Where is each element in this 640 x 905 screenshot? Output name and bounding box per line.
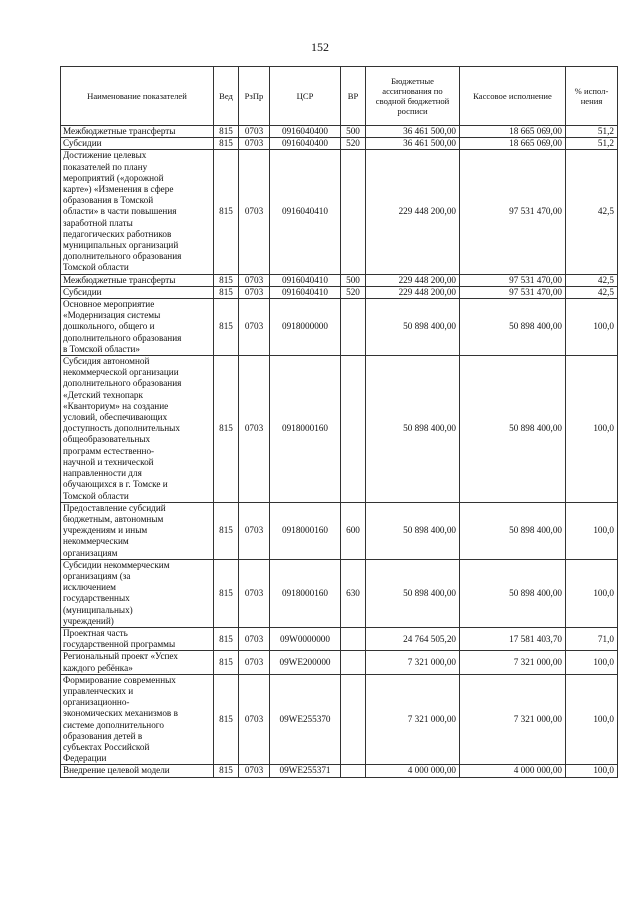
cell-csr: 0916040410 xyxy=(270,274,341,286)
cell-vr xyxy=(341,674,366,765)
cell-cash: 4 000 000,00 xyxy=(460,765,566,777)
cell-name: Субсидии xyxy=(61,286,214,298)
header-pct: % испол-нения xyxy=(566,67,618,126)
cell-name: Внедрение целевой модели xyxy=(61,765,214,777)
cell-budget: 36 461 500,00 xyxy=(366,138,460,150)
cell-cash: 17 581 403,70 xyxy=(460,627,566,650)
cell-pct: 42,5 xyxy=(566,274,618,286)
cell-rzpr: 0703 xyxy=(239,765,270,777)
cell-cash: 7 321 000,00 xyxy=(460,651,566,674)
cell-rzpr: 0703 xyxy=(239,286,270,298)
cell-budget: 50 898 400,00 xyxy=(366,299,460,356)
table-row xyxy=(61,150,618,274)
cell-pct: 100,0 xyxy=(566,765,618,777)
cell-vr: 500 xyxy=(341,274,366,286)
cell-ved: 815 xyxy=(214,765,239,777)
cell-ved: 815 xyxy=(214,502,239,559)
cell-pct: 100,0 xyxy=(566,559,618,627)
cell-name: Основное мероприятие «Модернизация системы дошкольного, общего и дополнительного образования в Томской области» xyxy=(61,299,214,356)
table-row xyxy=(61,651,618,674)
cell-name: Достижение целевых показателей по плану мероприятий («дорожной карте») «Изменения в сфере образования в Томской области» в части повышения заработной платы педагогических работников муниципальных организаций дополнительного образования Томской области xyxy=(61,150,214,274)
cell-name: Межбюджетные трансферты xyxy=(61,274,214,286)
cell-csr: 0918000160 xyxy=(270,559,341,627)
budget-table xyxy=(60,66,618,778)
cell-rzpr: 0703 xyxy=(239,651,270,674)
header-csr: ЦСР xyxy=(270,67,341,126)
cell-csr: 09W0000000 xyxy=(270,627,341,650)
cell-name: Предоставление субсидий бюджетным, автономным учреждениям и иным некоммерческим организациям xyxy=(61,502,214,559)
cell-name: Субсидии xyxy=(61,138,214,150)
table-row xyxy=(61,674,618,765)
cell-rzpr: 0703 xyxy=(239,274,270,286)
header-cash: Кассовое исполнение xyxy=(460,67,566,126)
cell-vr xyxy=(341,651,366,674)
cell-budget: 24 764 505,20 xyxy=(366,627,460,650)
cell-budget: 229 448 200,00 xyxy=(366,274,460,286)
cell-rzpr: 0703 xyxy=(239,150,270,274)
cell-ved: 815 xyxy=(214,299,239,356)
cell-ved: 815 xyxy=(214,126,239,138)
cell-csr: 09WE200000 xyxy=(270,651,341,674)
cell-rzpr: 0703 xyxy=(239,138,270,150)
cell-cash: 97 531 470,00 xyxy=(460,274,566,286)
cell-rzpr: 0703 xyxy=(239,356,270,503)
cell-budget: 7 321 000,00 xyxy=(366,651,460,674)
cell-cash: 50 898 400,00 xyxy=(460,299,566,356)
cell-vr: 500 xyxy=(341,126,366,138)
header-row xyxy=(61,67,618,126)
table-row xyxy=(61,356,618,503)
table-row xyxy=(61,502,618,559)
table-row xyxy=(61,274,618,286)
cell-vr: 630 xyxy=(341,559,366,627)
cell-pct: 42,5 xyxy=(566,286,618,298)
cell-rzpr: 0703 xyxy=(239,559,270,627)
table-row xyxy=(61,765,618,777)
cell-vr xyxy=(341,299,366,356)
cell-ved: 815 xyxy=(214,651,239,674)
cell-vr xyxy=(341,627,366,650)
table-row xyxy=(61,299,618,356)
header-budget: Бюджетные ассигнования по сводной бюджетной росписи xyxy=(366,67,460,126)
header-ved: Вед xyxy=(214,67,239,126)
cell-cash: 50 898 400,00 xyxy=(460,356,566,503)
cell-rzpr: 0703 xyxy=(239,627,270,650)
cell-ved: 815 xyxy=(214,286,239,298)
cell-budget: 229 448 200,00 xyxy=(366,286,460,298)
cell-ved: 815 xyxy=(214,627,239,650)
header-name: Наименование показателей xyxy=(61,67,214,126)
cell-budget: 7 321 000,00 xyxy=(366,674,460,765)
cell-csr: 0918000160 xyxy=(270,356,341,503)
cell-vr xyxy=(341,150,366,274)
cell-cash: 97 531 470,00 xyxy=(460,286,566,298)
cell-vr: 600 xyxy=(341,502,366,559)
cell-ved: 815 xyxy=(214,274,239,286)
cell-ved: 815 xyxy=(214,559,239,627)
cell-csr: 0916040410 xyxy=(270,150,341,274)
cell-name: Субсидии некоммерческим организациям (за исключением государственных (муниципальных) учреждений) xyxy=(61,559,214,627)
header-vr: ВР xyxy=(341,67,366,126)
cell-pct: 100,0 xyxy=(566,651,618,674)
cell-pct: 100,0 xyxy=(566,502,618,559)
cell-rzpr: 0703 xyxy=(239,674,270,765)
cell-rzpr: 0703 xyxy=(239,299,270,356)
cell-cash: 50 898 400,00 xyxy=(460,502,566,559)
cell-cash: 7 321 000,00 xyxy=(460,674,566,765)
cell-csr: 09WE255371 xyxy=(270,765,341,777)
cell-name: Проектная часть государственной программы xyxy=(61,627,214,650)
table-row xyxy=(61,627,618,650)
cell-pct: 100,0 xyxy=(566,299,618,356)
cell-rzpr: 0703 xyxy=(239,126,270,138)
cell-csr: 0916040410 xyxy=(270,286,341,298)
cell-cash: 97 531 470,00 xyxy=(460,150,566,274)
cell-cash: 18 665 069,00 xyxy=(460,138,566,150)
cell-budget: 50 898 400,00 xyxy=(366,559,460,627)
cell-budget: 36 461 500,00 xyxy=(366,126,460,138)
table-row xyxy=(61,138,618,150)
cell-budget: 4 000 000,00 xyxy=(366,765,460,777)
cell-budget: 229 448 200,00 xyxy=(366,150,460,274)
table-row xyxy=(61,126,618,138)
page-number: 152 xyxy=(311,40,329,54)
cell-name: Межбюджетные трансферты xyxy=(61,126,214,138)
cell-csr: 0916040400 xyxy=(270,126,341,138)
cell-vr: 520 xyxy=(341,286,366,298)
cell-csr: 0916040400 xyxy=(270,138,341,150)
cell-name: Формирование современных управленческих и организационно- экономических механизмов в системе дополнительного образования детей в субъектах Российской Федерации xyxy=(61,674,214,765)
cell-vr: 520 xyxy=(341,138,366,150)
cell-ved: 815 xyxy=(214,356,239,503)
cell-pct: 100,0 xyxy=(566,356,618,503)
cell-name: Региональный проект «Успех каждого ребёнка» xyxy=(61,651,214,674)
table-row xyxy=(61,559,618,627)
cell-pct: 71,0 xyxy=(566,627,618,650)
table-row xyxy=(61,286,618,298)
cell-pct: 100,0 xyxy=(566,674,618,765)
cell-pct: 42,5 xyxy=(566,150,618,274)
cell-vr xyxy=(341,356,366,503)
cell-csr: 09WE255370 xyxy=(270,674,341,765)
cell-ved: 815 xyxy=(214,138,239,150)
cell-pct: 51,2 xyxy=(566,138,618,150)
cell-ved: 815 xyxy=(214,674,239,765)
cell-pct: 51,2 xyxy=(566,126,618,138)
cell-cash: 18 665 069,00 xyxy=(460,126,566,138)
cell-vr xyxy=(341,765,366,777)
cell-name: Субсидия автономной некоммерческой организации дополнительного образования «Детский технопарк «Кванториум» на создание условий, обеспечивающих доступность дополнительных общеобразовательных программ естественно- научной и технической направленности для обучающихся в г. Томске и Томской области xyxy=(61,356,214,503)
cell-budget: 50 898 400,00 xyxy=(366,502,460,559)
cell-ved: 815 xyxy=(214,150,239,274)
cell-csr: 0918000160 xyxy=(270,502,341,559)
cell-rzpr: 0703 xyxy=(239,502,270,559)
header-rzpr: РзПр xyxy=(239,67,270,126)
cell-csr: 0918000000 xyxy=(270,299,341,356)
cell-budget: 50 898 400,00 xyxy=(366,356,460,503)
cell-cash: 50 898 400,00 xyxy=(460,559,566,627)
